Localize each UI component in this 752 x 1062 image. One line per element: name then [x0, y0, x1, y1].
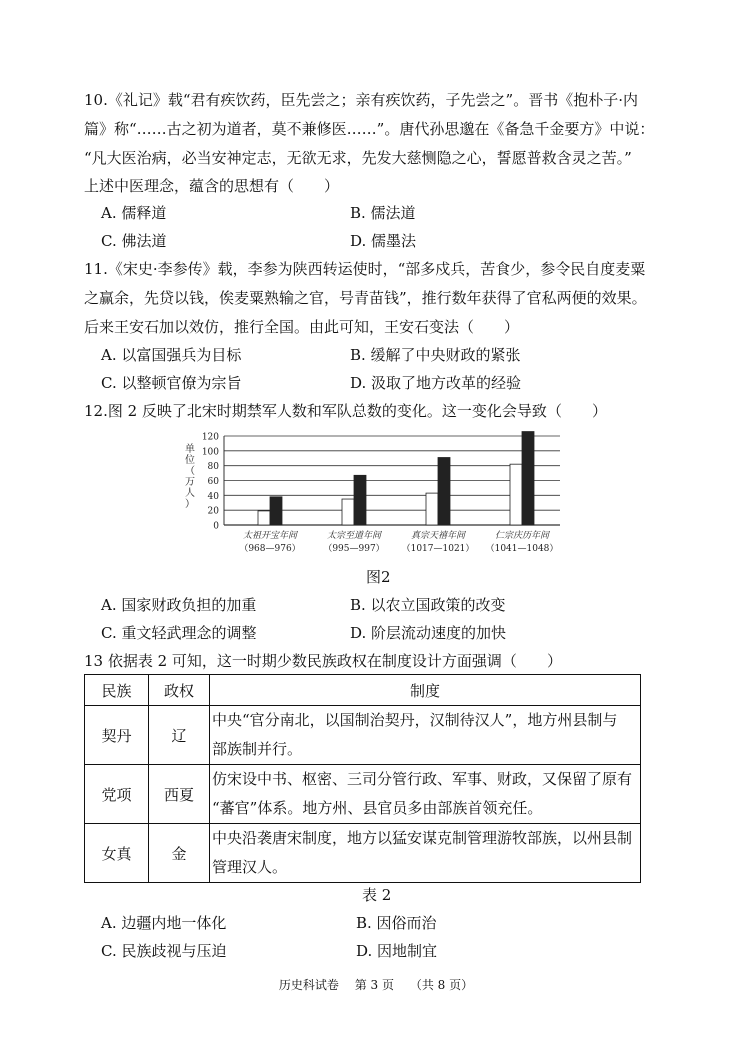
chart-y-axis-label-char: 人 — [185, 488, 195, 499]
q11-option-b: B. 缓解了中央财政的紧张 — [350, 346, 521, 364]
table-2 — [84, 674, 641, 883]
q10-line-1: 10.《礼记》载“君有疾饮药，臣先尝之；亲有疾饮药，子先尝之”。晋书《抱朴子·内 — [84, 91, 638, 109]
footer-subject: 历史科试卷 — [278, 978, 339, 992]
q10-line-4: 上述中医理念，蕴含的思想有（ ） — [84, 177, 340, 195]
chart-bar — [522, 432, 534, 525]
chart-y-tick-label: 80 — [207, 462, 219, 473]
q10-option-c: C. 佛法道 — [101, 232, 167, 250]
chart-bar — [426, 493, 438, 525]
table-cell-regime: 辽 — [149, 706, 210, 765]
q10-option-b: B. 儒法道 — [350, 204, 416, 222]
chart-x-tick-label: 太祖开宝年间 — [242, 531, 298, 541]
chart-y-axis-label-char: （ — [185, 466, 195, 477]
q12-option-b: B. 以农立国政策的改变 — [350, 596, 506, 614]
q12-line: 12.图 2 反映了北宋时期禁军人数和军队总数的变化。这一变化会导致（ ） — [84, 402, 607, 420]
chart-y-tick-label: 0 — [213, 521, 219, 532]
chart-y-tick-label: 100 — [201, 447, 219, 458]
table-cell-system-line: 中央“官分南北，以国制治契丹，汉制待汉人”，地方州县制与 — [212, 711, 618, 729]
table-cell-regime: 西夏 — [149, 765, 210, 824]
table-cell-ethnic: 党项 — [85, 765, 149, 824]
page-footer — [0, 976, 752, 993]
table-cell-system-line: 部族制并行。 — [212, 740, 303, 758]
q11-line-3: 后来王安石加以效仿，推行全国。由此可知，王安石变法（ ） — [84, 318, 520, 336]
q11-option-a: A. 以富国强兵为目标 — [101, 346, 242, 364]
chart-bar — [342, 499, 354, 525]
chart-y-axis-label-char: 万 — [185, 477, 195, 488]
chart-x-tick-years: （1017—1021） — [401, 544, 475, 554]
table-header-regime: 政权 — [149, 675, 210, 706]
chart-y-tick-label: 120 — [201, 432, 219, 443]
chart-x-tick-label: 仁宗庆历年间 — [494, 531, 550, 541]
table-cell-system — [210, 765, 641, 824]
table-row — [85, 824, 641, 883]
chart-y-tick-labels — [202, 433, 219, 532]
q13-option-d: D. 因地制宜 — [356, 942, 438, 960]
table-header-system: 制度 — [210, 675, 641, 706]
table-cell-ethnic: 契丹 — [85, 706, 149, 765]
q12-option-a: A. 国家财政负担的加重 — [101, 596, 257, 614]
q11-option-c: C. 以整顿官僚为宗旨 — [101, 374, 242, 392]
chart-y-axis-label — [185, 442, 195, 510]
q11-line-1: 11.《宋史·李参传》载，李参为陕西转运使时，“部多戍兵，苦食少，参令民自度麦粟 — [84, 260, 646, 278]
table-row — [85, 765, 641, 824]
table-cell-system-line: “蕃官”体系。地方州、县官员多由部族首领充任。 — [212, 799, 543, 817]
q10-line-2: 篇》称“……古之初为道者，莫不兼修医……”。唐代孙思邈在《备急千金要方》中说： — [84, 120, 655, 138]
figure-2-caption: 图2 — [366, 568, 391, 586]
q10-line-3: “凡大医治病，必当安神定志，无欲无求，先发大慈恻隐之心，誓愿普救含灵之苦。” — [84, 149, 632, 167]
table-cell-regime: 金 — [149, 824, 210, 883]
chart-bars — [258, 432, 534, 525]
chart-y-axis-label-char: ） — [185, 499, 195, 510]
chart-bar — [510, 464, 522, 525]
table-header-ethnic: 民族 — [85, 675, 149, 706]
table-cell-system — [210, 706, 641, 765]
q10-option-a: A. 儒释道 — [101, 204, 167, 222]
table-cell-system-line: 中央沿袭唐宋制度，地方以猛安谋克制管理游牧部族，以州县制 — [212, 829, 633, 847]
chart-bar — [258, 511, 270, 525]
chart-x-tick-labels — [239, 530, 558, 554]
chart-y-tick-label: 20 — [207, 506, 219, 517]
q11-option-d: D. 汲取了地方改革的经验 — [350, 374, 522, 392]
chart-x-tick-label: 太宗至道年间 — [326, 531, 382, 541]
chart-bar — [270, 497, 282, 525]
table-cell-system-line: 仿宋设中书、枢密、三司分管行政、军事、财政，又保留了原有 — [212, 770, 633, 788]
chart-bar — [438, 458, 450, 525]
figure-2-bar-chart — [180, 428, 570, 564]
table-cell-ethnic: 女真 — [85, 824, 149, 883]
chart-x-tick-years: （968—976） — [239, 544, 301, 554]
chart-x-tick-years: （995—997） — [323, 544, 385, 554]
table-row — [85, 706, 641, 765]
chart-y-tick-label: 40 — [207, 491, 219, 502]
table-2-caption: 表 2 — [362, 886, 392, 904]
chart-x-tick-years: （1041—1048） — [485, 544, 559, 554]
q12-option-c: C. 重文轻武理念的调整 — [101, 624, 257, 642]
chart-y-axis-label-char: 单 — [185, 444, 195, 455]
table-cell-system-line: 管理汉人。 — [212, 858, 288, 876]
q13-option-b: B. 因俗而治 — [356, 914, 437, 932]
q11-line-2: 之赢余，先贷以钱，俟麦粟熟输之官，号青苗钱”，推行数年获得了官私两便的效果。 — [84, 289, 647, 307]
q12-option-d: D. 阶层流动速度的加快 — [350, 624, 507, 642]
q13-line: 13 依据表 2 可知，这一时期少数民族政权在制度设计方面强调（ ） — [84, 652, 562, 670]
q13-option-c: C. 民族歧视与压迫 — [101, 942, 227, 960]
chart-y-axis-label-char: 位 — [185, 455, 195, 466]
chart-bar — [354, 475, 366, 525]
chart-x-tick-label: 真宗天禧年间 — [410, 531, 466, 541]
table-cell-system — [210, 824, 641, 883]
chart-y-tick-label: 60 — [207, 477, 219, 487]
q10-option-d: D. 儒墨法 — [350, 232, 417, 250]
footer-total: （共 8 页） — [409, 978, 474, 992]
q13-option-a: A. 边疆内地一体化 — [101, 914, 227, 932]
footer-page: 第 3 页 — [354, 978, 394, 992]
table-header-row — [85, 675, 641, 706]
